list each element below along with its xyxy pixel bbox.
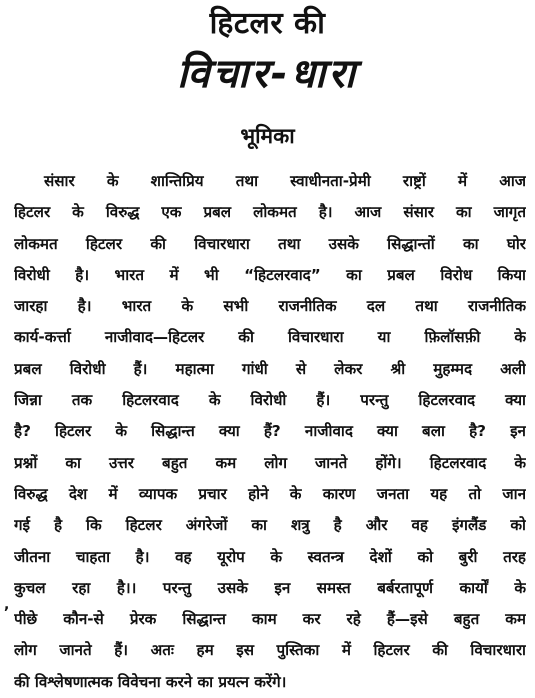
paragraph-line: लोकमत हिटलर की विचारधारा तथा उसके सिद्धान्तों का घोर [14,234,526,253]
paragraph-line: संसार के शान्तिप्रिय तथा स्वाधीनता-प्रेमी राष्ट्रों में आज [44,172,526,190]
paragraph-line: विरोधी है। भारत में भी “हिटलरवाद” का प्रबल विरोध किया [14,265,526,284]
paragraph-line: लोग जानते हैं। अतः हम इस पुस्तिका में हिटलर की विचारधारा [14,641,526,660]
paragraph-line: जारहा है। भारत के सभी राजनीतिक दल तथा राजनीतिक [14,297,526,316]
page-title-line-1: हिटलर की [209,6,326,41]
paragraph-line: विरुद्ध देश में व्यापक प्रचार होने के कारण जनता यह तो जान [14,484,526,503]
paragraph-line: जीतना चाहता है। वह यूरोप के स्वतन्त्र देशों को बुरी तरह [14,547,526,566]
paragraph-line: प्रबल विरोधी हैं। महात्मा गांधी से लेकर श्री मुहम्मद अली [14,359,526,378]
paragraph-line: गई है कि हिटलर अंगरेजों का शत्रु है और वह इंगलैंड को [14,516,526,535]
margin-mark: , [4,597,10,613]
paragraph-line: की विश्लेषणात्मक विवेचना करने का प्रयत्न करेंगे। [14,672,287,691]
body-paragraph [14,166,526,698]
paragraph-line: जिन्ना तक हिटलरवाद के विरोधी हैं। परन्तु हिटलरवाद क्या [14,391,526,410]
section-heading: भूमिका [240,124,295,148]
paragraph-line: है? हिटलर के सिद्धान्त क्या हैं? नाजीवाद क्या बला है? इन [14,422,526,441]
paragraph-line: हिटलर के विरुद्ध एक प्रबल लोकमत है। आज संसार का जागृत [14,203,526,222]
paragraph-line: कुचल रहा है।। परन्तु उसके इन समस्त बर्बरतापूर्ण कार्यों के [14,578,526,597]
page-title-line-2: विचार-धारा [176,51,358,97]
paragraph-line: कार्य-कर्त्ता नाजीवाद—हिटलर की विचारधारा या फ़िलॉसफ़ी के [14,328,526,347]
paragraph-line: प्रश्नों का उत्तर बहुत कम लोग जानते होंगे। हिटलरवाद के [14,453,526,472]
paragraph-line: पीछे कौन-से प्रेरक सिद्धान्त काम कर रहे हैं—इसे बहुत कम [14,610,526,629]
